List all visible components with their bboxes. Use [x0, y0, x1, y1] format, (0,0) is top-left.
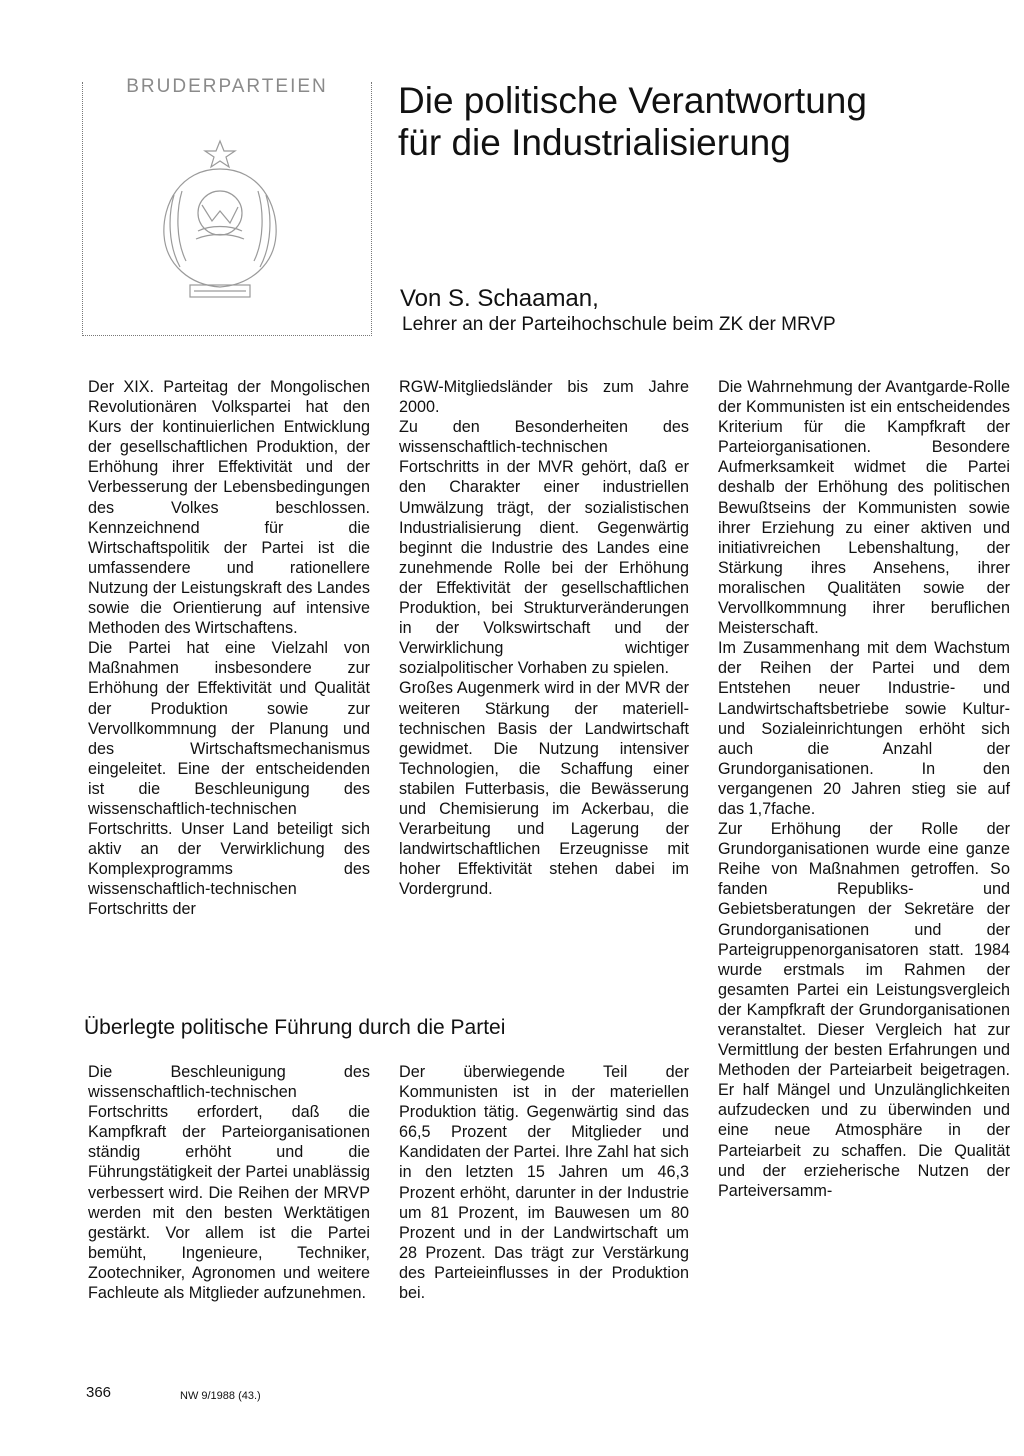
- section-subheading: Überlegte politische Führung durch die Partei: [84, 1016, 506, 1039]
- rubric-label: BRUDERPARTEIEN: [84, 76, 370, 98]
- paragraph: Der XIX. Parteitag der Mongolischen Revolutionären Volkspartei hat den Kurs der kontinuierlichen Entwicklung der gesellschaftlichen Produktion, der Erhöhung ihrer Effektivität und der Verbesserung der Lebensbedingungen des Volkes beschlossen. Kennzeichnend für die Wirtschaftspolitik der Partei ist die umfassendere und rationellere Nutzung der Leistungskraft des Landes sowie die Orientierung auf intensive Methoden des Wirtschaftens.: [88, 378, 370, 638]
- column-2-bottom: [399, 1062, 689, 1303]
- paragraph: Die Wahrnehmung der Avantgarde-Rolle der Kommunisten ist ein entscheidendes Kriterium für die Kampfkraft der Parteiorganisationen. Besondere Aufmerksamkeit widmet die Partei deshalb der Erhöhung des politischen Bewußtseins der Kommunisten sowie ihrer Erziehung zu einer aktiven und initiativreichen Lebenshaltung, der Stärkung ihres Ansehens, ihrer moralischen Qualitäten sowie der Vervollkommnung ihrer beruflichen Meisterschaft.: [718, 378, 1010, 638]
- author-block: [400, 285, 980, 337]
- paragraph: Großes Augenmerk wird in der MVR der weiteren Stärkung der materiell-technischen Basis der Landwirtschaft gewidmet. Die Nutzung intensiver Technologien, die Schaffung einer stabilen Futterbasis, die Bewässerung und Chemisierung im Ackerbau, die Verarbeitung und Lagerung der landwirtschaftlichen Erzeugnisse mit hoher Effektivität stehen dabei im Vordergrund.: [399, 679, 689, 899]
- headline-line-1: Die politische Verantwortung: [398, 80, 867, 121]
- column-1-bottom: [88, 1062, 370, 1303]
- column-2-top: [399, 377, 689, 899]
- column-3: [718, 377, 1010, 1201]
- author-role: Lehrer an der Parteihochschule beim ZK der MRVP: [402, 314, 836, 335]
- issue-info: NW 9/1988 (43.): [180, 1390, 261, 1402]
- page-number: 366: [86, 1384, 112, 1401]
- paragraph: Der überwiegende Teil der Kommunisten ist in der materiellen Produktion tätig. Gegenwärtig sind das 66,5 Prozent der Mitglieder und Kandidaten der Partei. Ihre Zahl hat sich in den letzten 15 Jahren um 46,3 Prozent erhöht, darunter in der Industrie um 81 Prozent, im Bauwesen um 80 Prozent und in der Landwirtschaft um 28 Prozent. Das trägt zur Verstärkung des Parteieinflusses in der Produktion bei.: [399, 1063, 689, 1303]
- paragraph: Im Zusammenhang mit dem Wachstum der Reihen der Partei und dem Entstehen neuer Industrie- und Landwirtschaftsbetriebe sowie Kultur- und Sozialeinrichtungen erhöht sich auch die Anzahl der Grundorganisationen. In den vergangenen 20 Jahren stieg sie auf das 1,7fache.: [718, 639, 1010, 818]
- paragraph: Zur Erhöhung der Rolle der Grundorganisationen wurde eine ganze Reihe von Maßnahmen getroffen. So fanden Republiks- und Gebietsberatungen der Sekretäre der Grundorganisationen und der Parteigruppenorganisatoren statt. 1984 wurde erstmals im Rahmen der gesamten Partei ein Leistungsvergleich der Kampfkraft der Grundorganisationen veranstaltet. Dieser Vergleich hat zur Vermittlung der besten Erfahrungen und Methoden der Parteiarbeit beigetragen. Er half Mängel und Unzulänglichkeiten aufzudecken und zu überwinden und eine neue Atmosphäre in der Parteiarbeit zu schaffen. Die Qualität und der erzieherische Nutzen der Parteiversamm-: [718, 820, 1010, 1200]
- paragraph: RGW-Mitgliedsländer bis zum Jahre 2000.: [399, 378, 689, 417]
- state-emblem-icon: [150, 135, 290, 305]
- paragraph: Die Partei hat eine Vielzahl von Maßnahmen insbesondere zur Erhöhung der Effektivität und Qualität der Produktion sowie zur Vervollkommnung der Planung und des Wirtschaftsmechanismus eingeleitet. Eine der entscheidenden ist die Beschleunigung des wissenschaftlich-technischen Fortschritts. Unser Land beteiligt sich aktiv an der Verwirklichung des Komplexprogramms des wissenschaftlich-technischen Fortschritts der: [88, 639, 370, 919]
- paragraph: Zu den Besonderheiten des wissenschaftlich-technischen Fortschritts in der MVR gehört, daß er den Charakter einer industriellen Umwälzung trägt, der sozialistischen Industrialisierung dient. Gegenwärtig beginnt die Industrie des Landes eine zunehmende Rolle bei der Erhöhung der Effektivität der gesellschaftlichen Produktion, bei Strukturveränderungen in der Volkswirtschaft und der Verwirklichung wichtiger sozialpolitischer Vorhaben zu spielen.: [399, 418, 689, 678]
- paragraph: Die Beschleunigung des wissenschaftlich-technischen Fortschritts erfordert, daß die Kampfkraft der Parteiorganisationen ständig erhöht und die Führungstätigkeit der Partei unablässig verbessert wird. Die Reihen der MRVP werden mit den besten Werktätigen gestärkt. Vor allem ist die Partei bemüht, Ingenieure, Techniker, Zootechniker, Agronomen und weitere Fachleute als Mitglieder aufzunehmen.: [88, 1063, 370, 1303]
- article-headline: [398, 80, 998, 164]
- author-name: Von S. Schaaman,: [400, 285, 599, 312]
- headline-line-2: für die Industrialisierung: [398, 122, 791, 163]
- column-1-top: [88, 377, 370, 920]
